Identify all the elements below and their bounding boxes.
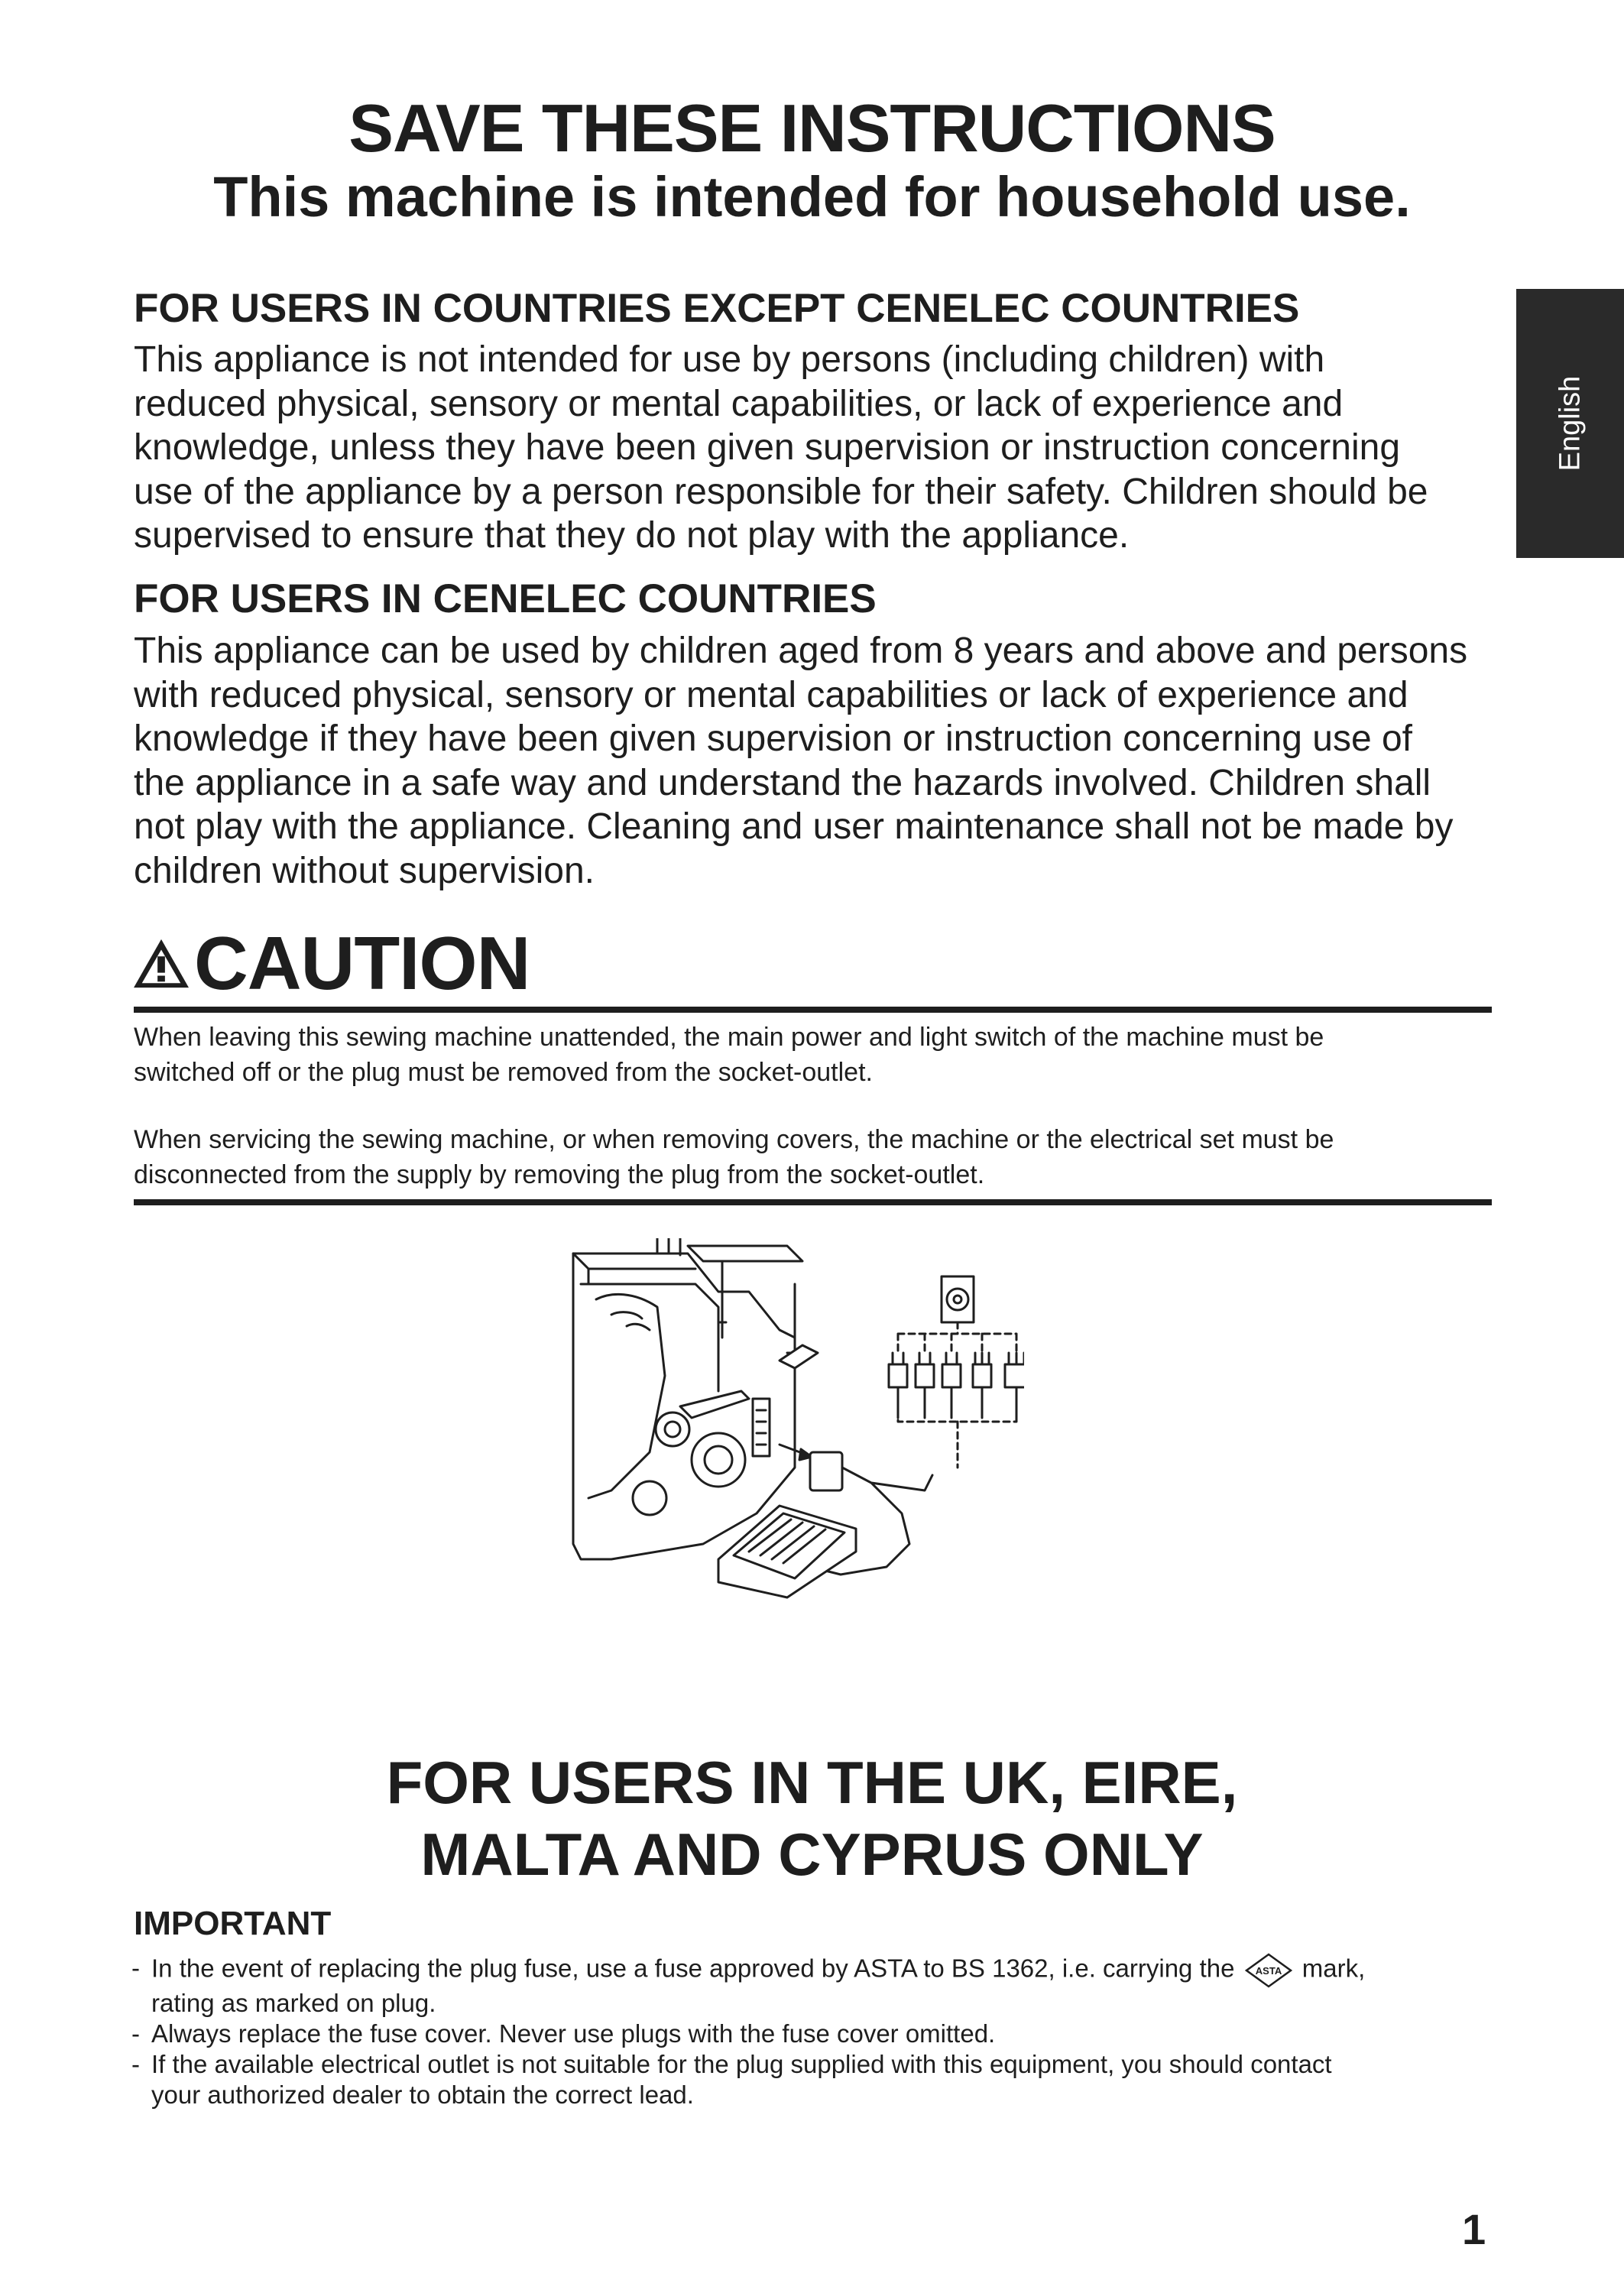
page-subtitle: This machine is intended for household use. <box>213 165 1411 229</box>
note-text: If the available electrical outlet is not suitable for the plug supplied with this equipment, you should contact <box>151 2050 1332 2078</box>
uk-section-heading <box>0 1747 1624 1890</box>
text-line: the appliance in a safe way and understand the hazards involved. Children shall <box>134 762 1431 803</box>
page-title: SAVE THESE INSTRUCTIONS <box>348 90 1276 166</box>
non-cenelec-text <box>134 338 1509 558</box>
non-cenelec-heading: FOR USERS IN COUNTRIES EXCEPT CENELEC COUNTRIES <box>134 286 1300 331</box>
warning-triangle-icon <box>131 936 191 990</box>
text-line: use of the appliance by a person responsible for their safety. Children should be <box>134 471 1428 512</box>
text-line: knowledge, unless they have been given supervision or instruction concerning <box>134 427 1401 468</box>
uk-heading-line: FOR USERS IN THE UK, EIRE, <box>386 1749 1238 1816</box>
text-line: When leaving this sewing machine unattended, the main power and light switch of the machine must be <box>134 1023 1324 1052</box>
sewing-machine-plug-illustration <box>566 1238 1024 1605</box>
asta-mark-label: ASTA <box>1255 1965 1282 1977</box>
note-text: In the event of replacing the plug fuse, use a fuse approved by ASTA to BS 1362, i.e. carrying the <box>151 1954 1235 1983</box>
text-line: knowledge if they have been given supervision or instruction concerning use of <box>134 718 1413 759</box>
caution-label: CAUTION <box>194 921 530 1005</box>
text-line: When servicing the sewing machine, or when removing covers, the machine or the electrical set must be <box>134 1125 1334 1154</box>
text-line: children without supervision. <box>134 850 595 891</box>
text-line: This appliance is not intended for use by persons (including children) with <box>134 339 1325 380</box>
asta-mark-icon <box>1245 1953 1292 1988</box>
important-notes-list <box>131 1953 1507 2110</box>
page-number: 1 <box>1462 2205 1486 2253</box>
list-item: - In the event of replacing the plug fuse, use a fuse approved by ASTA to BS 1362, i.e. carrying the ASTA mark, rating as marked on plug. <box>131 1954 1366 2017</box>
text-line: supervised to ensure that they do not play with the appliance. <box>134 515 1130 556</box>
note-text: rating as marked on plug. <box>151 1989 436 2017</box>
text-line: disconnected from the supply by removing the plug from the socket-outlet. <box>134 1160 985 1189</box>
important-label: IMPORTANT <box>134 1905 332 1942</box>
text-line: not play with the appliance. Cleaning and user maintenance shall not be made by <box>134 806 1454 847</box>
list-item: - Always replace the fuse cover. Never use plugs with the fuse cover omitted. <box>131 2019 996 2048</box>
text-line: This appliance can be used by children aged from 8 years and above and persons <box>134 631 1468 671</box>
text-line: with reduced physical, sensory or mental capabilities or lack of experience and <box>134 674 1408 715</box>
language-tab-label: English <box>1554 375 1586 472</box>
note-text: your authorized dealer to obtain the correct lead. <box>151 2081 694 2109</box>
language-tab <box>1516 289 1624 558</box>
text-line: switched off or the plug must be removed from the socket-outlet. <box>134 1058 873 1087</box>
caution-bottom-rule <box>134 1199 1492 1205</box>
text-line: reduced physical, sensory or mental capabilities, or lack of experience and <box>134 383 1344 424</box>
list-item: - If the available electrical outlet is not suitable for the plug supplied with this equipment, you should contact your authorized dealer to obtain the correct lead. <box>131 2050 1332 2109</box>
note-text: Always replace the fuse cover. Never use plugs with the fuse cover omitted. <box>151 2019 996 2048</box>
cenelec-heading: FOR USERS IN CENELEC COUNTRIES <box>134 576 877 621</box>
caution-paragraph-1 <box>134 1020 1502 1090</box>
caution-top-rule <box>134 1007 1492 1013</box>
uk-heading-line: MALTA AND CYPRUS ONLY <box>420 1821 1204 1888</box>
caution-title <box>131 917 530 1009</box>
note-text: mark, <box>1301 1954 1366 1983</box>
cenelec-text <box>134 629 1509 893</box>
caution-paragraph-2 <box>134 1122 1502 1192</box>
